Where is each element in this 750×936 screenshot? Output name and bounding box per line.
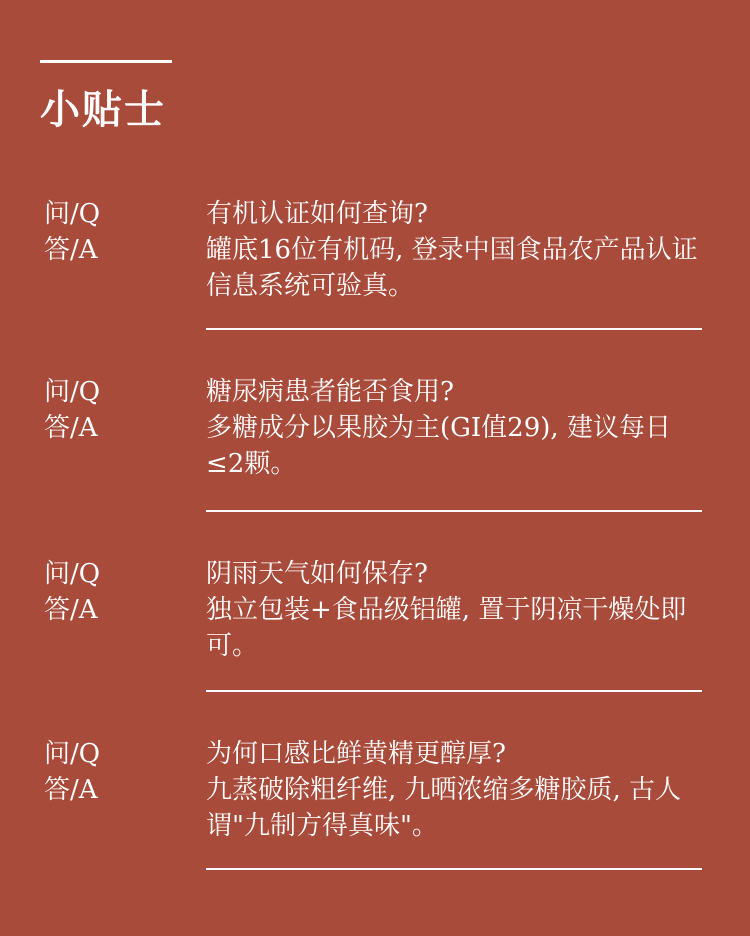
faq-labels (44, 556, 100, 628)
title-top-rule (40, 60, 172, 63)
faq-answer: 九蒸破除粗纤维, 九晒浓缩多糖胶质, 古人谓"九制方得真味"。 (206, 775, 682, 841)
faq-divider (206, 690, 702, 692)
faq-question: 为何口感比鲜黄精更醇厚? (206, 739, 506, 769)
answer-label: 答/A (44, 235, 98, 265)
faq-divider (206, 510, 702, 512)
faq-labels (44, 736, 100, 808)
faq-divider (206, 328, 702, 330)
answer-label: 答/A (44, 413, 98, 443)
faq-labels (44, 374, 100, 446)
question-label: 问/Q (44, 559, 101, 589)
faq-question: 阴雨天气如何保存? (206, 559, 428, 589)
faq-body (206, 736, 702, 844)
question-label: 问/Q (44, 199, 101, 229)
faq-question: 有机认证如何查询? (206, 199, 428, 229)
page-title: 小贴士 (40, 86, 166, 133)
answer-label: 答/A (44, 775, 98, 805)
faq-answer: 罐底16位有机码, 登录中国食品农产品认证信息系统可验真。 (206, 235, 698, 301)
faq-question: 糖尿病患者能否食用? (206, 377, 454, 407)
faq-labels (44, 196, 100, 268)
question-label: 问/Q (44, 377, 101, 407)
question-label: 问/Q (44, 739, 101, 769)
faq-body (206, 374, 702, 482)
faq-body (206, 556, 702, 664)
answer-label: 答/A (44, 595, 98, 625)
faq-body (206, 196, 702, 304)
faq-answer: 多糖成分以果胶为主(GI值29), 建议每日≤2颗。 (206, 413, 671, 479)
faq-divider (206, 868, 702, 870)
faq-answer: 独立包装+食品级铝罐, 置于阴凉干燥处即可。 (206, 595, 687, 661)
